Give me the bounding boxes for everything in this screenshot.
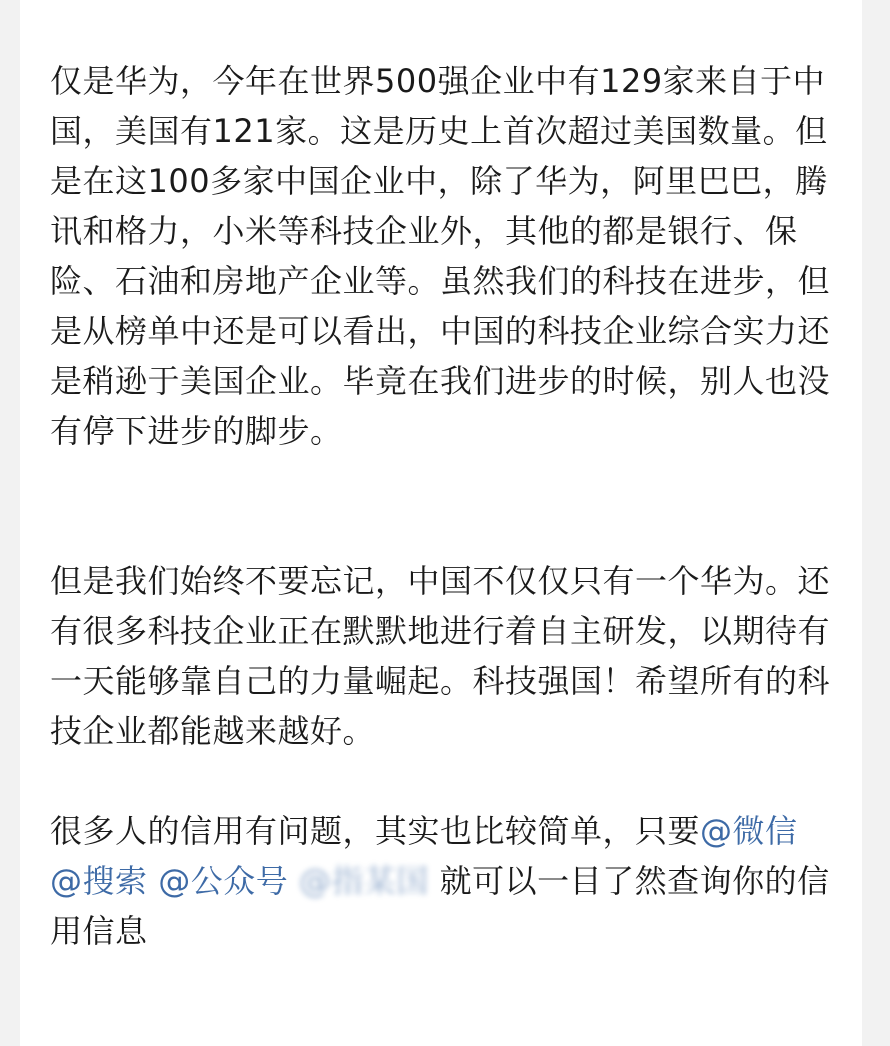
paragraph-1: 仅是华为，今年在世界500强企业中有129家来自于中国，美国有121家。这是历史上首次超过美国数量。但是在这100多家中国企业中，除了华为，阿里巴巴，腾讯和格力，小米等科技企业外，其他的都是银行、保险、石油和房地产企业等。虽然我们的科技在进步，但是从榜单中还是可以看出，中国的科技企业综合实力还是稍逊于美国企业。毕竟在我们进步的时候，别人也没有停下进步的脚步。 xyxy=(50,62,831,450)
paragraph-3-prefix: 很多人的信用有问题，其实也比较简单，只要 xyxy=(50,812,701,850)
paragraph-3-suffix: 就可以一目了然查询你的信用信息 xyxy=(50,862,830,950)
blurred-account-name: @指某国 xyxy=(298,862,429,900)
article-card xyxy=(20,0,862,1046)
paragraph-2: 但是我们始终不要忘记，中国不仅仅只有一个华为。还有很多科技企业正在默默地进行着自主研发，以期待有一天能够靠自己的力量崛起。科技强国！希望所有的科技企业都能越来越好。 xyxy=(50,562,831,750)
paragraph-3 xyxy=(50,806,830,956)
mention-wechat-link[interactable]: @微信 xyxy=(700,812,798,850)
mention-search-link[interactable]: @搜索 xyxy=(50,862,148,900)
mention-official-account-link[interactable]: @公众号 xyxy=(158,862,289,900)
article-body xyxy=(50,56,830,956)
